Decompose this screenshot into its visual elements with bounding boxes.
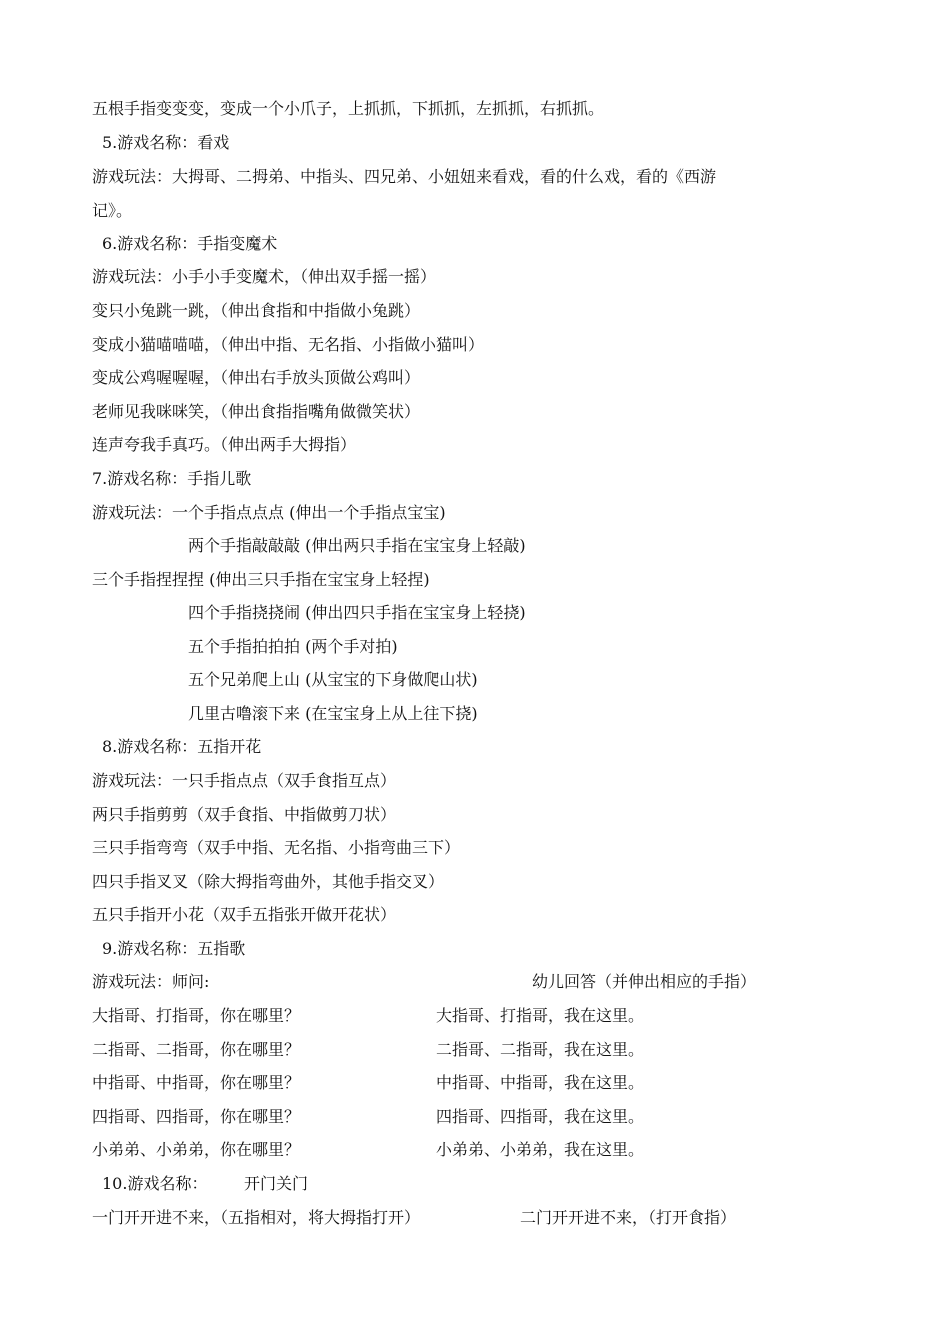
question-line: 大指哥、打指哥，你在哪里？ bbox=[92, 1006, 301, 1025]
section-heading: 10.游戏名称： bbox=[102, 1174, 208, 1193]
answer-line: 中指哥、中指哥，我在这里。 bbox=[436, 1073, 645, 1092]
text-line: 游戏玩法：一个手指点点点 (伸出一个手指点宝宝) bbox=[92, 503, 446, 522]
question-line: 四指哥、四指哥，你在哪里？ bbox=[92, 1107, 301, 1126]
text-line: 一门开开进不来，（五指相对，将大拇指打开） bbox=[92, 1208, 421, 1227]
section-heading-title: 开门关门 bbox=[244, 1174, 309, 1193]
text-line: 五根手指变变变，变成一个小爪子，上抓抓，下抓抓，左抓抓，右抓抓。 bbox=[92, 99, 605, 118]
text-line: 四个手指挠挠闹 (伸出四只手指在宝宝身上轻挠) bbox=[188, 603, 526, 622]
text-line: 两只手指剪剪（双手食指、中指做剪刀状） bbox=[92, 805, 397, 824]
text-line: 五个兄弟爬上山 (从宝宝的下身做爬山状) bbox=[188, 670, 478, 689]
text-line: 四只手指叉叉（除大拇指弯曲外，其他手指交叉） bbox=[92, 872, 445, 891]
section-heading: 8.游戏名称：五指开花 bbox=[102, 737, 262, 756]
text-line: 老师见我咪咪笑，（伸出食指指嘴角做微笑状） bbox=[92, 402, 421, 421]
text-line: 游戏玩法：一只手指点点（双手食指互点） bbox=[92, 771, 397, 790]
section-heading: 9.游戏名称：五指歌 bbox=[102, 939, 246, 958]
section-heading: 7.游戏名称：手指儿歌 bbox=[92, 469, 252, 488]
text-line: 游戏玩法：师问: bbox=[92, 972, 210, 991]
text-line: 变只小兔跳一跳，（伸出食指和中指做小兔跳） bbox=[92, 301, 421, 320]
text-line: 两个手指敲敲敲 (伸出两只手指在宝宝身上轻敲) bbox=[188, 536, 526, 555]
section-heading: 5.游戏名称：看戏 bbox=[102, 133, 230, 152]
answer-line: 二指哥、二指哥，我在这里。 bbox=[436, 1040, 645, 1059]
text-line: 游戏玩法：大拇哥、二拇弟、中指头、四兄弟、小妞妞来看戏，看的什么戏，看的《西游 bbox=[92, 167, 717, 186]
text-line: 三只手指弯弯（双手中指、无名指、小指弯曲三下） bbox=[92, 838, 461, 857]
text-line: 变成公鸡喔喔喔，（伸出右手放头顶做公鸡叫） bbox=[92, 368, 421, 387]
section-heading: 6.游戏名称：手指变魔术 bbox=[102, 234, 278, 253]
text-line: 连声夸我手真巧。（伸出两手大拇指） bbox=[92, 435, 357, 454]
text-line: 五只手指开小花（双手五指张开做开花状） bbox=[92, 905, 397, 924]
text-line: 五个手指拍拍拍 (两个手对拍) bbox=[188, 637, 398, 656]
text-line: 变成小猫喵喵喵，（伸出中指、无名指、小指做小猫叫） bbox=[92, 335, 485, 354]
text-line: 幼儿回答（并伸出相应的手指） bbox=[532, 972, 757, 991]
text-line: 游戏玩法：小手小手变魔术，（伸出双手摇一摇） bbox=[92, 267, 437, 286]
question-line: 二指哥、二指哥，你在哪里？ bbox=[92, 1040, 301, 1059]
text-line: 二门开开进不来，（打开食指） bbox=[520, 1208, 737, 1227]
text-line: 几里古噜滚下来 (在宝宝身上从上往下挠) bbox=[188, 704, 478, 723]
answer-line: 小弟弟、小弟弟，我在这里。 bbox=[436, 1140, 645, 1159]
answer-line: 四指哥、四指哥，我在这里。 bbox=[436, 1107, 645, 1126]
answer-line: 大指哥、打指哥，我在这里。 bbox=[436, 1006, 645, 1025]
question-line: 中指哥、中指哥，你在哪里？ bbox=[92, 1073, 301, 1092]
text-line: 三个手指捏捏捏 (伸出三只手指在宝宝身上轻捏) bbox=[92, 570, 430, 589]
question-line: 小弟弟、小弟弟，你在哪里？ bbox=[92, 1140, 301, 1159]
text-line: 记》。 bbox=[92, 201, 133, 220]
